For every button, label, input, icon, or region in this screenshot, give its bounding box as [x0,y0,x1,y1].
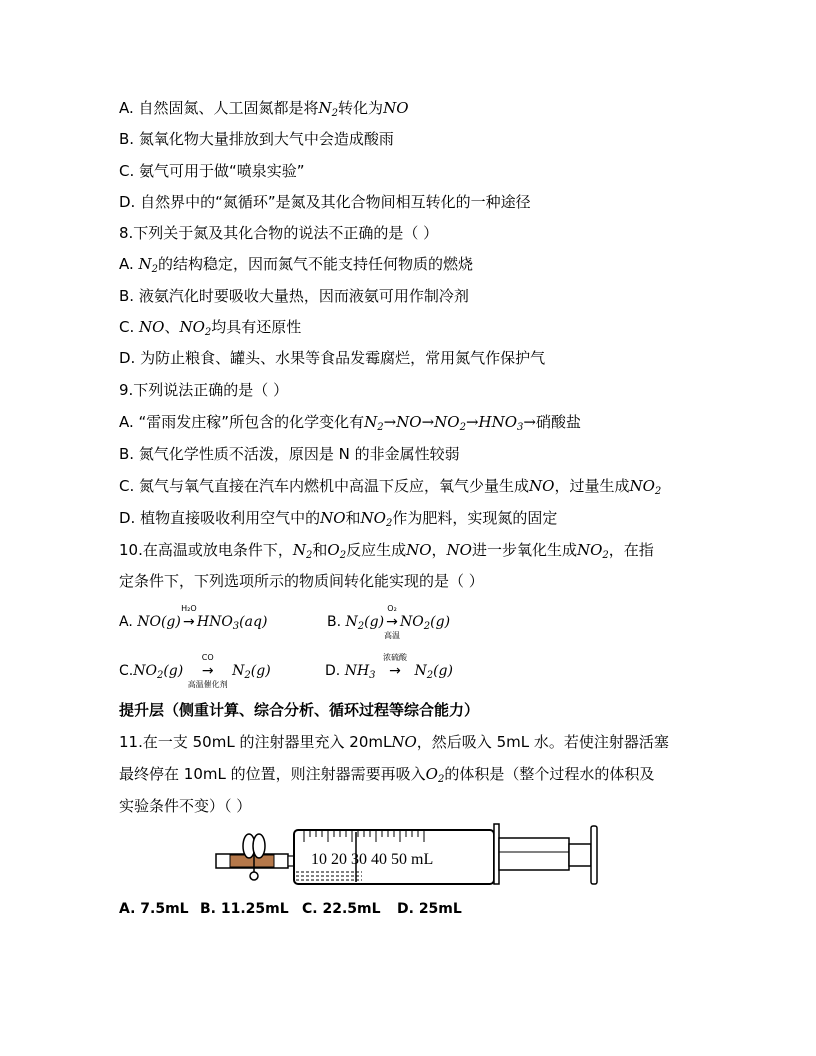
q10-option-c: $C.NO_2(g)$ CO → 高温催化剂 $N_2(g)$ [119,653,271,689]
q10-option-b: B. $N_2(g)$ O₂ → 高温 $NO_2(g)$ [327,604,451,640]
q10-stem-line2: 定条件下，下列选项所示的物质间转化能实现的是（ ） [119,572,484,590]
q8-option-b: B. 液氨汽化时要吸收大量热，因而液氨可用作制冷剂 [119,287,469,305]
q11-option-a: A. 7.5mL [119,901,189,917]
q11-option-c: C. 22.5mL [302,901,381,917]
syringe-scale-label: 10 20 30 40 50 mL [311,851,434,868]
q7-option-a: A. 自然固氮、人工固氮都是将$N_2$转化为NO [119,99,409,119]
q9-option-b: B. 氮气化学性质不活泼，原因是 N 的非金属性较弱 [119,445,460,463]
q8-option-c: C. NO、$NO_2$均具有还原性 [119,318,302,338]
q9-option-a: A. “雷雨发庄稼”所包含的化学变化有$N_2\to NO\to NO_2\to HNO_3\to$硝酸盐 [119,413,581,433]
q11-stem-line1: 11.在一支 50mL 的注射器里充入 20mLNO，然后吸入 5mL 水。若使注射器活塞 [119,733,669,751]
q7-option-c: C. 氨气可用于做“喷泉实验” [119,162,305,180]
q8-option-a: A. $N_2$的结构稳定，因而氮气不能支持任何物质的燃烧 [119,255,474,275]
q11-stem-line2: 最终停在 10mL 的位置，则注射器需要再吸入$O_2$的体积是（整个过程水的体积及 [119,765,655,785]
q10-stem-line1: 10.在高温或放电条件下，$N_2$和$O_2$反应生成NO，NO进一步氧化生成$NO_2$，在指 [119,541,654,561]
q9-stem: 9.下列说法正确的是（ ） [119,381,289,399]
section-heading: 提升层（侧重计算、综合分析、循环过程等综合能力） [119,701,480,719]
q11-option-d: D. 25mL [397,901,462,917]
q8-stem: 8.下列关于氮及其化合物的说法不正确的是（ ） [119,224,439,242]
q10-option-d: D. $NH_3$ 浓硫酸 → $N_2(g)$ [325,653,453,681]
q10-option-a: A. NO(g) H₂O → $HNO_3(aq)$ [119,604,268,632]
q9-option-d: D. 植物直接吸收利用空气中的NO和$NO_2$作为肥料，实现氮的固定 [119,509,558,529]
q11-option-b: B. 11.25mL [200,901,289,917]
q8-option-d: D. 为防止粮食、罐头、水果等食品发霉腐烂，常用氮气作保护气 [119,349,546,367]
syringe-diagram [214,822,604,886]
q7-option-b: B. 氮氧化物大量排放到大气中会造成酸雨 [119,130,394,148]
q7-option-d: D. 自然界中的“氮循环”是氮及其化合物间相互转化的一种途径 [119,193,531,211]
q9-option-c: C. 氮气与氧气直接在汽车内燃机中高温下反应，氧气少量生成NO，过量生成$NO_2$ [119,477,662,497]
q11-stem-line3: 实验条件不变）（ ） [119,797,252,815]
